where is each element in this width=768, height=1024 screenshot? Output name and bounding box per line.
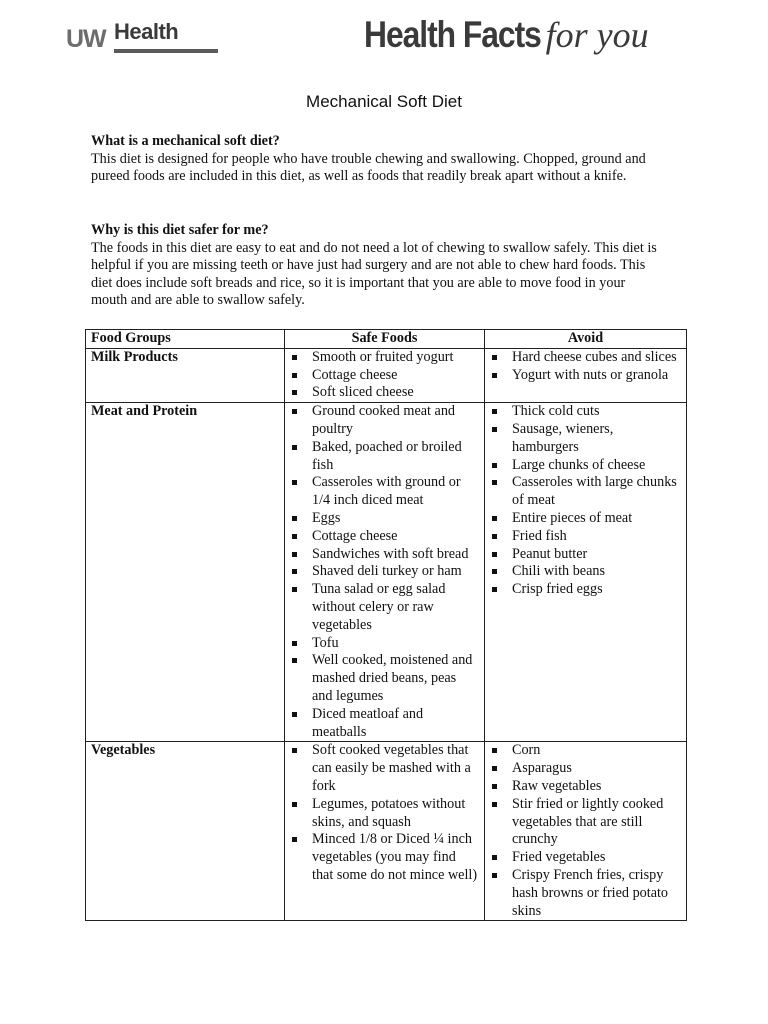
- list-item: Sausage, wieners, hamburgers: [490, 421, 681, 457]
- section-heading: What is a mechanical soft diet?: [91, 133, 280, 149]
- list-item: Legumes, potatoes without skins, and squash: [290, 796, 479, 832]
- list-item: Baked, poached or broiled fish: [290, 439, 479, 475]
- safe-foods-list: [290, 742, 479, 884]
- safe-foods-list: [290, 403, 479, 741]
- brand-main: Health Facts: [364, 14, 541, 55]
- list-item: Casseroles with large chunks of meat: [490, 474, 681, 510]
- page-header: [0, 0, 768, 80]
- brand-sub: for you: [545, 15, 649, 55]
- list-item: Chili with beans: [490, 563, 681, 581]
- list-item: Crisp fried eggs: [490, 581, 681, 599]
- list-item: Large chunks of cheese: [490, 457, 681, 475]
- section-body: The foods in this diet are easy to eat and do not need a lot of chewing to swallow safely. This diet is helpful if you are missing teeth or have just had surgery and are not able to chew hard foods. This diet does include soft breads and rice, so it is important that you are able to move food in your mouth and are able to swallow safely.: [91, 239, 657, 309]
- table-row: [86, 403, 687, 742]
- list-item: Peanut butter: [490, 546, 681, 564]
- section-heading: Why is this diet safer for me?: [91, 222, 269, 238]
- section-body: This diet is designed for people who have trouble chewing and swallowing. Chopped, ground and pureed foods are included in this diet, as well as foods that readily break apart without a knife.: [91, 150, 646, 185]
- avoid-foods-cell: [485, 403, 687, 742]
- section-what-is: [91, 133, 661, 186]
- list-item: Asparagus: [490, 760, 681, 778]
- list-item: Raw vegetables: [490, 778, 681, 796]
- list-item: Fried vegetables: [490, 849, 681, 867]
- logo-underline: [114, 49, 218, 53]
- avoid-foods-list: [490, 403, 681, 599]
- list-item: Hard cheese cubes and slices: [490, 349, 681, 367]
- list-item: Smooth or fruited yogurt: [290, 349, 479, 367]
- avoid-foods-list: [490, 349, 681, 385]
- section-why-safer: [91, 222, 661, 310]
- table-row: [86, 348, 687, 402]
- logo-prefix: UW: [66, 25, 106, 53]
- list-item: Eggs: [290, 510, 479, 528]
- logo-name: Health: [114, 19, 179, 44]
- list-item: Minced 1/8 or Diced ¼ inch vegetables (you may find that some do not mince well): [290, 831, 479, 884]
- list-item: Casseroles with ground or 1/4 inch diced meat: [290, 474, 479, 510]
- table-body: [86, 348, 687, 921]
- column-header-food-groups: Food Groups: [86, 330, 285, 349]
- list-item: Tofu: [290, 635, 479, 653]
- avoid-foods-cell: [485, 742, 687, 921]
- list-item: Entire pieces of meat: [490, 510, 681, 528]
- health-facts-brand: [364, 16, 649, 53]
- safe-foods-cell: [285, 348, 485, 402]
- list-item: Soft cooked vegetables that can easily be mashed with a fork: [290, 742, 479, 795]
- list-item: Well cooked, moistened and mashed dried beans, peas and legumes: [290, 652, 479, 705]
- list-item: Yogurt with nuts or granola: [490, 367, 681, 385]
- safe-foods-cell: [285, 403, 485, 742]
- list-item: Corn: [490, 742, 681, 760]
- list-item: Shaved deli turkey or ham: [290, 563, 479, 581]
- safe-foods-list: [290, 349, 479, 402]
- list-item: Soft sliced cheese: [290, 384, 479, 402]
- list-item: Thick cold cuts: [490, 403, 681, 421]
- document-title: Mechanical Soft Diet: [306, 92, 462, 111]
- list-item: Crispy French fries, crispy hash browns or fried potato skins: [490, 867, 681, 920]
- list-item: Diced meatloaf and meatballs: [290, 706, 479, 742]
- list-item: Cottage cheese: [290, 367, 479, 385]
- table-header-row: [86, 330, 687, 349]
- food-group-cell: Meat and Protein: [86, 403, 285, 742]
- list-item: Cottage cheese: [290, 528, 479, 546]
- column-header-safe-foods: Safe Foods: [285, 330, 485, 349]
- avoid-foods-list: [490, 742, 681, 920]
- list-item: Tuna salad or egg salad without celery or raw vegetables: [290, 581, 479, 634]
- avoid-foods-cell: [485, 348, 687, 402]
- list-item: Fried fish: [490, 528, 681, 546]
- list-item: Stir fried or lightly cooked vegetables that are still crunchy: [490, 796, 681, 849]
- list-item: Ground cooked meat and poultry: [290, 403, 479, 439]
- food-group-cell: Milk Products: [86, 348, 285, 402]
- food-groups-table: [85, 329, 687, 921]
- table-row: [86, 742, 687, 921]
- safe-foods-cell: [285, 742, 485, 921]
- food-group-cell: Vegetables: [86, 742, 285, 921]
- uw-health-logo: [66, 20, 218, 60]
- list-item: Sandwiches with soft bread: [290, 546, 479, 564]
- column-header-avoid: Avoid: [485, 330, 687, 349]
